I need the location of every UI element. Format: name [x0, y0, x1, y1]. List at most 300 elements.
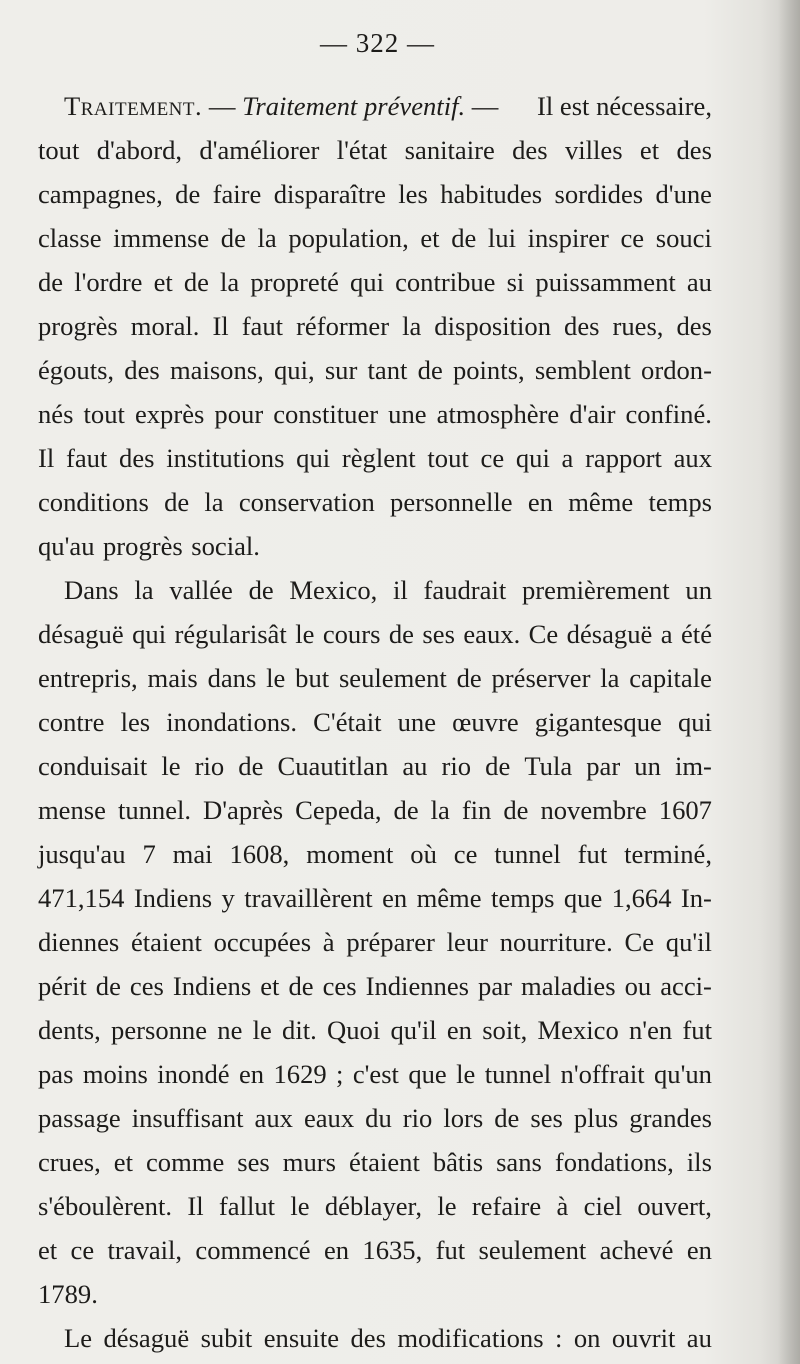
word: de [388, 619, 414, 649]
word: disparaître [273, 179, 386, 209]
word: la [600, 663, 620, 693]
word: les [120, 707, 151, 737]
word: 1629 [273, 1059, 327, 1089]
word: il [393, 575, 408, 605]
word: ce [453, 839, 478, 869]
word: le [437, 1191, 457, 1221]
word: des [676, 135, 712, 165]
text-line [38, 788, 712, 832]
word: préserver [491, 663, 591, 693]
word: comme [145, 1147, 225, 1177]
text-line [38, 260, 712, 304]
word: soit, [482, 1015, 528, 1045]
text-line [38, 1140, 712, 1184]
word: ouvrit [611, 1323, 676, 1353]
word: Ce [624, 927, 655, 957]
text-line [38, 700, 712, 744]
word: de [38, 267, 64, 297]
word: inondé [157, 1059, 230, 1089]
word: campagnes, [38, 179, 163, 209]
word: conditions [38, 487, 149, 517]
word: pour [214, 399, 264, 429]
word: des [676, 311, 712, 341]
text-line [38, 656, 712, 700]
word: 1635, [362, 1235, 423, 1265]
word: tout [427, 443, 469, 473]
word: qu'il [390, 1015, 437, 1045]
word: de [485, 751, 511, 781]
section-heading: Traitement. [64, 91, 203, 121]
word: refaire [471, 1191, 542, 1221]
word: faudrait [423, 575, 507, 605]
word: grandes [629, 1103, 712, 1133]
word: seulement [338, 663, 447, 693]
word: par [478, 971, 512, 1001]
word: aux [254, 1103, 293, 1133]
word: en [239, 1059, 265, 1089]
word: périt [38, 971, 87, 1001]
word: 1608, [229, 839, 290, 869]
word: et [260, 971, 280, 1001]
word: seulement [478, 1235, 587, 1265]
word: aux [673, 443, 712, 473]
word: nourriture. [499, 927, 613, 957]
word: les [398, 179, 428, 209]
word: ordon- [641, 355, 712, 385]
word: leur [446, 927, 489, 957]
word: au [686, 1323, 712, 1353]
word: rapport [585, 443, 662, 473]
word: occupées [213, 927, 312, 957]
word: acci- [660, 971, 712, 1001]
word: qui [296, 443, 331, 473]
word: Mexico, [289, 575, 378, 605]
text-line [38, 1184, 712, 1228]
word: conduisait [38, 751, 148, 781]
word: des [350, 1323, 386, 1353]
word: Quoi [327, 1015, 381, 1045]
word: travaillèrent [244, 883, 373, 913]
word: im- [674, 751, 712, 781]
word: de [95, 971, 121, 1001]
word: de [248, 575, 274, 605]
word: Indiennes [365, 971, 469, 1001]
word: sans [496, 1147, 542, 1177]
word: population, [288, 223, 409, 253]
word: temps [648, 487, 712, 517]
word: qui [350, 267, 384, 297]
word: ce [620, 223, 645, 253]
word: en [446, 1015, 472, 1045]
word: but [295, 663, 330, 693]
word: on [573, 1323, 601, 1353]
body-text [38, 84, 712, 1360]
word: pas [38, 1059, 74, 1089]
word: le [290, 1191, 310, 1221]
word: capitale [629, 663, 712, 693]
word: Ce [528, 619, 559, 649]
word: personnelle [390, 487, 513, 517]
word: maisons, [169, 355, 264, 385]
word: fin [461, 795, 492, 825]
word: ciel [583, 1191, 623, 1221]
word: crues, [38, 1147, 101, 1177]
word: de [393, 795, 419, 825]
word: 1789. [38, 1279, 98, 1309]
text-line [38, 1316, 712, 1360]
word: moral. [130, 311, 200, 341]
text-line [38, 964, 712, 1008]
word: mai [172, 839, 213, 869]
word: faut [65, 443, 108, 473]
word: fut [435, 1235, 466, 1265]
word: désaguë [566, 619, 653, 649]
word: préparer [346, 927, 435, 957]
word: exprès [134, 399, 205, 429]
word: vallée [169, 575, 233, 605]
word: faire [212, 179, 262, 209]
text-line [38, 392, 712, 436]
word: fut [577, 839, 608, 869]
word: qui [677, 707, 712, 737]
word: qui [132, 619, 167, 649]
heading-lead-text: Il est nécessaire, [537, 91, 712, 121]
text-line [38, 524, 712, 568]
word: modifications [397, 1323, 544, 1353]
word: en [323, 1235, 350, 1265]
word: Mexico [537, 1015, 619, 1045]
word: institutions [166, 443, 285, 473]
word: étaient [348, 1147, 420, 1177]
word: ces [322, 971, 357, 1001]
word: y [221, 883, 235, 913]
page-number: — 322 — [320, 28, 435, 58]
word: Dans [64, 575, 119, 605]
word: d'air [569, 399, 616, 429]
word: a [561, 443, 574, 473]
word: même [568, 487, 634, 517]
word: sordides [554, 179, 644, 209]
word: disposition [434, 311, 552, 341]
word: règlent [341, 443, 416, 473]
text-line [38, 832, 712, 876]
text-line [38, 436, 712, 480]
page-edge-shadow [778, 0, 800, 1364]
word: villes [564, 135, 623, 165]
word: lui [487, 223, 516, 253]
word: le [295, 619, 315, 649]
word: ouvert, [637, 1191, 712, 1221]
word: qu'il [665, 927, 712, 957]
word: au [402, 751, 428, 781]
text-line [38, 1008, 712, 1052]
text-line [38, 304, 712, 348]
word: Indiens [172, 971, 252, 1001]
word: une [397, 707, 437, 737]
word: conservation [238, 487, 375, 517]
word: déblayer, [324, 1191, 422, 1221]
word: habitudes [440, 179, 543, 209]
word: à [322, 927, 335, 957]
word: commencé [195, 1235, 311, 1265]
text-line [38, 920, 712, 964]
text-line [38, 480, 712, 524]
word: la [220, 267, 240, 297]
word: travail, [107, 1235, 183, 1265]
text-line [38, 172, 712, 216]
word: le [161, 751, 181, 781]
word: n'offrait [560, 1059, 645, 1089]
section-subheading: Traitement préventif. [242, 91, 466, 121]
word: inspirer [527, 223, 609, 253]
word: achevé [599, 1235, 674, 1265]
word: dit. [282, 1015, 317, 1045]
word: d'abord, [96, 135, 183, 165]
word: entrepris, [38, 663, 138, 693]
word: moins [82, 1059, 148, 1089]
word: nés [38, 399, 74, 429]
word: tout [38, 135, 80, 165]
word: fondations, [554, 1147, 674, 1177]
word: des [124, 355, 160, 385]
word: inondations. [166, 707, 298, 737]
word: confiné. [625, 399, 712, 429]
word: bâtis [432, 1147, 484, 1177]
word: contre [38, 707, 105, 737]
text-line [38, 1052, 712, 1096]
word: des [512, 135, 548, 165]
word: en [527, 487, 553, 517]
word: de [503, 795, 529, 825]
word: étaient [130, 927, 202, 957]
word: d'améliorer [199, 135, 320, 165]
word: social. [191, 531, 260, 561]
word: plus [573, 1103, 619, 1133]
word: œuvre [452, 707, 519, 737]
word: propreté [250, 267, 339, 297]
word: ensuite [263, 1323, 340, 1353]
word: de [175, 179, 201, 209]
word: maladies [521, 971, 616, 1001]
word: en [686, 1235, 712, 1265]
word: faut [241, 311, 284, 341]
word: mais [147, 663, 198, 693]
word: la [430, 795, 450, 825]
word: qu'au [38, 531, 95, 561]
word: jusqu'au [38, 839, 126, 869]
word: In- [680, 883, 712, 913]
word: dents, [38, 1015, 101, 1045]
text-line [38, 216, 712, 260]
word: Il [187, 1191, 204, 1221]
word: mense [38, 795, 106, 825]
word: C'était [313, 707, 382, 737]
word: à [556, 1191, 569, 1221]
word: gigantesque [534, 707, 662, 737]
word: a [660, 619, 673, 649]
word: rio [402, 1103, 433, 1133]
word: ne [217, 1015, 243, 1045]
word: de [494, 1103, 520, 1133]
word: et [420, 223, 440, 253]
word: insuffisant [131, 1103, 244, 1133]
word: été [681, 619, 712, 649]
word: de [456, 663, 482, 693]
text-line [38, 128, 712, 172]
word: même [416, 883, 482, 913]
word: qu'un [653, 1059, 712, 1089]
word: au [686, 267, 712, 297]
word: la [402, 311, 422, 341]
word: passage [38, 1103, 121, 1133]
word: une [388, 399, 427, 429]
word: classe [38, 223, 102, 253]
word: D'après [203, 795, 284, 825]
word: 7 [142, 839, 156, 869]
word: tant [367, 355, 408, 385]
word: rio [194, 751, 225, 781]
word: : [555, 1323, 563, 1353]
word: égouts, [38, 355, 115, 385]
word: la [257, 223, 277, 253]
word: souci [655, 223, 712, 253]
word: Il [38, 443, 55, 473]
word: temps [490, 883, 555, 913]
text-line [38, 612, 712, 656]
word: que [408, 1059, 447, 1089]
text-line [38, 1096, 712, 1140]
word: tunnel. [117, 795, 192, 825]
word: ses [422, 619, 455, 649]
word: moment [306, 839, 394, 869]
word: eaux. [463, 619, 521, 649]
text-line [38, 568, 712, 612]
word: tout [83, 399, 125, 429]
word: du [365, 1103, 392, 1133]
word: puissamment [535, 267, 676, 297]
word: l'ordre [74, 267, 143, 297]
word: sanitaire [404, 135, 495, 165]
word: ou [624, 971, 652, 1001]
word: fallut [218, 1191, 276, 1221]
word: progrès [103, 531, 183, 561]
word: ces [129, 971, 164, 1001]
word: de [288, 971, 314, 1001]
heading-line [38, 84, 712, 128]
text-line [38, 348, 712, 392]
word: tunnel [494, 839, 561, 869]
word: que [563, 883, 603, 913]
word: le [252, 1015, 272, 1045]
heading-dash: — [471, 91, 499, 121]
word: diennes [38, 927, 120, 957]
word: désaguë [38, 619, 124, 649]
word: d'une [655, 179, 712, 209]
word: novembre [540, 795, 647, 825]
word: ils [686, 1147, 712, 1177]
word: 471,154 [38, 883, 125, 913]
word: n'en [628, 1015, 673, 1045]
word: la [134, 575, 154, 605]
word: ce [70, 1235, 95, 1265]
word: de [164, 487, 190, 517]
word: progrès [38, 311, 118, 341]
text-line [38, 876, 712, 920]
word: des [564, 311, 600, 341]
word: fut [682, 1015, 712, 1045]
word: sur [324, 355, 358, 385]
word: qui [515, 443, 550, 473]
heading-dash: — [208, 91, 236, 121]
word: cours [322, 619, 381, 649]
text-line [38, 1228, 712, 1272]
word: de [417, 355, 443, 385]
text-line [38, 744, 712, 788]
word: et [113, 1147, 133, 1177]
word: de [451, 223, 477, 253]
word: réformer [296, 311, 390, 341]
word: désaguë [103, 1323, 190, 1353]
word: atmosphère [436, 399, 560, 429]
word: et [38, 1235, 58, 1265]
word: de [183, 267, 209, 297]
word: et [153, 267, 173, 297]
word: murs [282, 1147, 336, 1177]
word: ce [480, 443, 505, 473]
text-line [38, 1272, 712, 1316]
word: Indiens [133, 883, 213, 913]
word: ses [237, 1147, 270, 1177]
word: l'état [336, 135, 388, 165]
word: semblent [534, 355, 631, 385]
word: régularisât [174, 619, 287, 649]
word: Cuautitlan [277, 751, 389, 781]
word: Cepeda, [295, 795, 382, 825]
word: immense [113, 223, 210, 253]
word: rio [441, 751, 472, 781]
word: un [685, 575, 712, 605]
word: ; [336, 1059, 344, 1089]
word: rues, [612, 311, 664, 341]
word: 1,664 [611, 883, 672, 913]
word: terminé, [624, 839, 712, 869]
word: tunnel [484, 1059, 552, 1089]
word: de [238, 751, 264, 781]
word: un [634, 751, 661, 781]
word: Tula [524, 751, 573, 781]
word: subit [200, 1323, 253, 1353]
word: Le [64, 1323, 93, 1353]
word: Il [212, 311, 229, 341]
word: en [382, 883, 408, 913]
word: si [506, 267, 525, 297]
word: lors [443, 1103, 484, 1133]
word: où [410, 839, 437, 869]
word: qui, [273, 355, 315, 385]
word: s'éboulèrent. [38, 1191, 173, 1221]
word: de [220, 223, 246, 253]
word: le [266, 663, 286, 693]
word: par [586, 751, 621, 781]
word: le [456, 1059, 476, 1089]
word: points, [452, 355, 525, 385]
word: des [119, 443, 155, 473]
word: c'est [352, 1059, 399, 1089]
word: eaux [303, 1103, 355, 1133]
word: constituer [273, 399, 379, 429]
word: personne [111, 1015, 208, 1045]
word: 1607 [658, 795, 712, 825]
